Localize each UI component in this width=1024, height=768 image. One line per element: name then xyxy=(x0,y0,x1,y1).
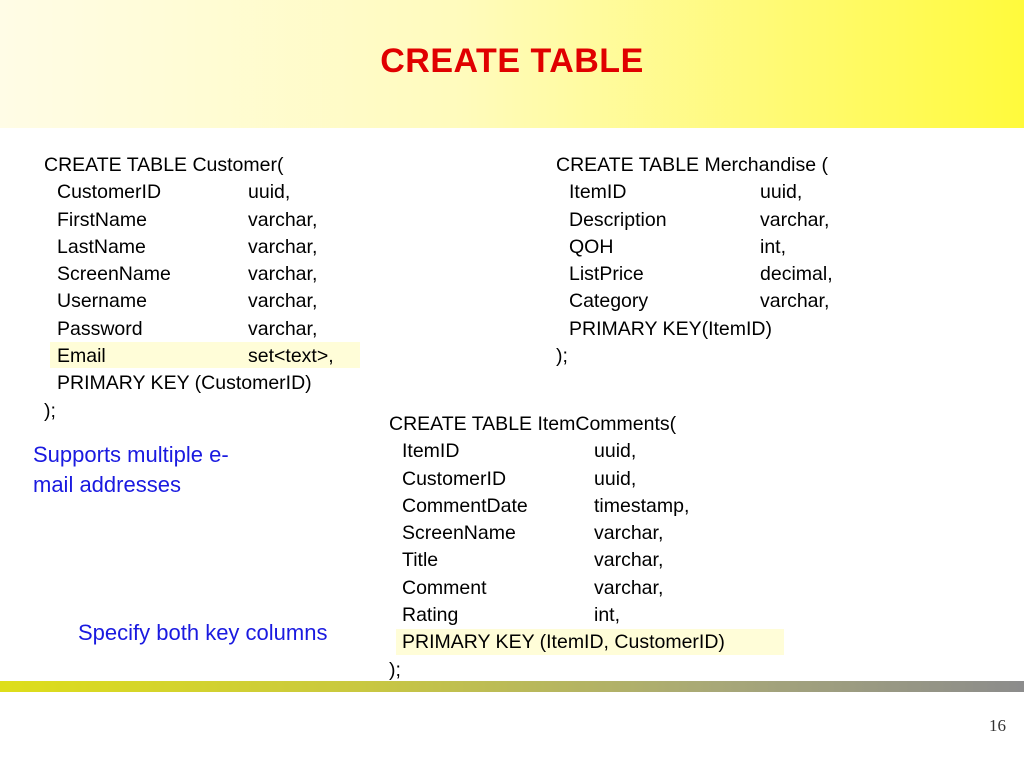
column-type: uuid, xyxy=(760,181,803,204)
page-number: 16 xyxy=(989,716,1006,735)
column-name: Description xyxy=(569,208,667,231)
column-type: varchar, xyxy=(760,290,830,313)
email-note-line1: Supports multiple e- xyxy=(33,442,229,467)
column-name: Username xyxy=(57,290,147,313)
column-type: uuid, xyxy=(248,181,291,204)
merchandise-row xyxy=(556,261,896,288)
itemcomments-row xyxy=(389,602,789,629)
column-name: CustomerID xyxy=(57,181,162,204)
column-name: ItemID xyxy=(569,181,627,204)
column-name: LastName xyxy=(57,235,146,258)
customer-primary-key: PRIMARY KEY (CustomerID) xyxy=(57,372,312,395)
merchandise-row xyxy=(556,179,896,206)
slide-title: CREATE TABLE xyxy=(380,42,644,80)
key-columns-note: Specify both key columns xyxy=(78,620,328,645)
customer-close: ); xyxy=(44,399,56,422)
customer-row xyxy=(44,261,374,288)
email-note xyxy=(33,440,229,500)
merchandise-close: ); xyxy=(556,345,568,368)
merchandise-primary-key: PRIMARY KEY(ItemID) xyxy=(569,317,772,340)
itemcomments-primary-key: PRIMARY KEY (ItemID, CustomerID) xyxy=(402,631,725,654)
column-name: QOH xyxy=(569,235,614,258)
merchandise-row xyxy=(556,207,896,234)
customer-row xyxy=(44,179,374,206)
itemcomments-row xyxy=(389,493,789,520)
column-type: varchar, xyxy=(248,235,318,258)
column-type: timestamp, xyxy=(594,494,690,517)
itemcomments-row xyxy=(389,575,789,602)
customer-create-line: CREATE TABLE Customer( xyxy=(44,154,284,176)
column-type: uuid, xyxy=(594,440,637,463)
itemcomments-table-code xyxy=(389,411,789,684)
customer-row xyxy=(44,316,374,343)
customer-row xyxy=(44,234,374,261)
email-note-line2: mail addresses xyxy=(33,472,181,497)
itemcomments-row xyxy=(389,547,789,574)
column-name: ScreenName xyxy=(402,522,516,545)
column-name: ItemID xyxy=(402,440,460,463)
column-type: int, xyxy=(760,235,787,258)
column-name: Comment xyxy=(402,576,487,599)
column-name: Password xyxy=(57,317,143,340)
column-type: varchar, xyxy=(594,549,664,572)
customer-row xyxy=(44,288,374,315)
column-type: varchar, xyxy=(248,317,318,340)
column-type: varchar, xyxy=(248,263,318,286)
itemcomments-close: ); xyxy=(389,658,401,681)
column-type: int, xyxy=(594,604,621,627)
column-type: varchar, xyxy=(248,290,318,313)
column-type: varchar, xyxy=(594,522,664,545)
column-name: CommentDate xyxy=(402,494,528,517)
column-type: varchar, xyxy=(760,208,830,231)
column-name: Title xyxy=(402,549,439,572)
column-name: ListPrice xyxy=(569,263,644,286)
column-type: uuid, xyxy=(594,467,637,490)
itemcomments-row xyxy=(389,466,789,493)
column-name: CustomerID xyxy=(402,467,507,490)
column-name: Category xyxy=(569,290,649,313)
merchandise-row xyxy=(556,234,896,261)
itemcomments-row xyxy=(389,520,789,547)
column-name: ScreenName xyxy=(57,263,171,286)
merchandise-table-code xyxy=(556,152,896,370)
column-name: Rating xyxy=(402,604,459,627)
customer-row-email xyxy=(44,343,374,370)
column-type: varchar, xyxy=(594,576,664,599)
column-type: varchar, xyxy=(248,208,318,231)
merchandise-create-line: CREATE TABLE Merchandise ( xyxy=(556,154,829,176)
merchandise-row xyxy=(556,288,896,315)
customer-table-code xyxy=(44,152,374,425)
column-type: decimal, xyxy=(760,263,833,286)
itemcomments-row xyxy=(389,438,789,465)
column-name: Email xyxy=(57,345,106,368)
itemcomments-create-line: CREATE TABLE ItemComments( xyxy=(389,413,677,435)
customer-row xyxy=(44,207,374,234)
column-type: set<text>, xyxy=(248,345,334,368)
column-name: FirstName xyxy=(57,208,147,231)
footer-bar xyxy=(0,681,1024,692)
